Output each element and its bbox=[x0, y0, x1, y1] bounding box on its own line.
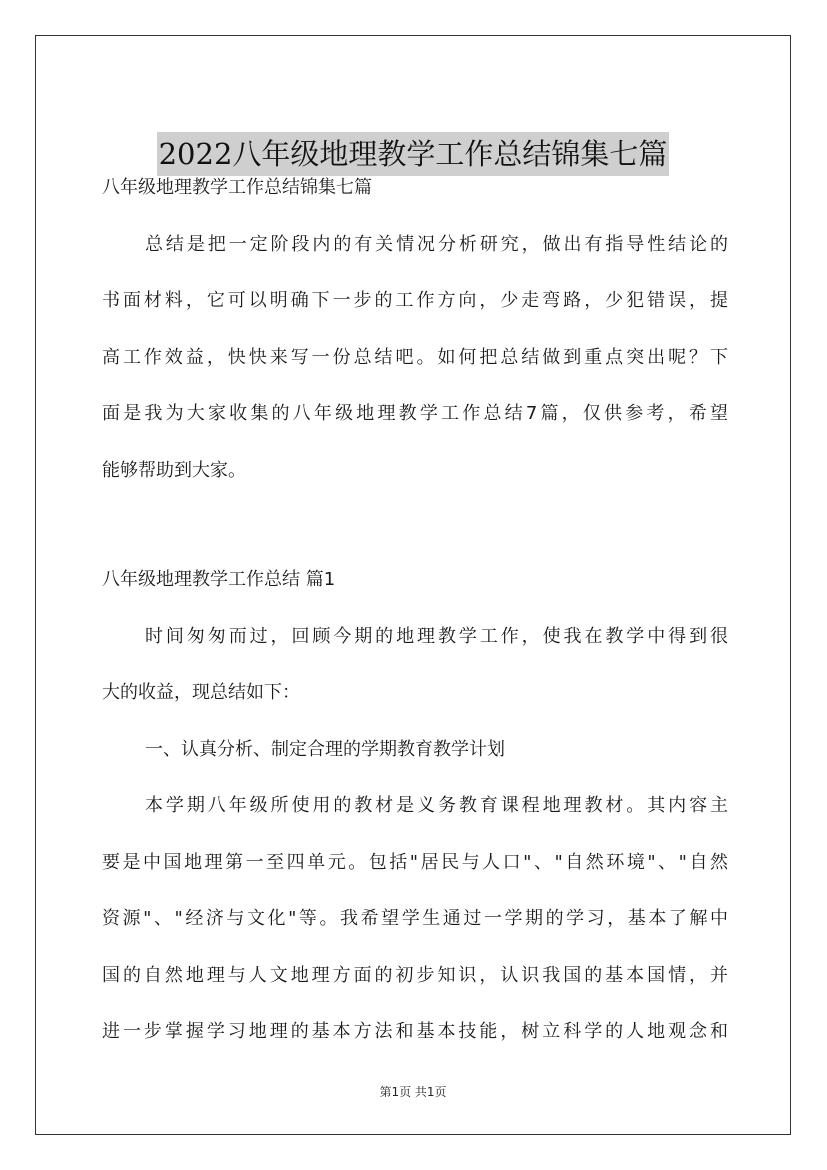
subsection-heading: 一、认真分析、制定合理的学期教育教学计划 bbox=[145, 739, 505, 760]
paragraph-line: 时间匆匆而过，回顾今期的地理教学工作，使我在教学中得到很 bbox=[145, 626, 728, 647]
paragraph-line: 要是中国地理第一至四单元。包括"居民与人口"、"自然环境"、"自然 bbox=[102, 852, 728, 873]
page-footer: 第1页 共1页 bbox=[379, 1085, 447, 1099]
paragraph-line: 总结是把一定阶段内的有关情况分析研究，做出有指导性结论的 bbox=[145, 234, 728, 255]
paragraph-line: 能够帮助到大家。 bbox=[102, 460, 246, 481]
paragraph-line: 高工作效益，快快来写一份总结吧。如何把总结做到重点突出呢？下 bbox=[102, 347, 728, 368]
paragraph-line: 大的收益，现总结如下： bbox=[102, 682, 300, 703]
paragraph-line: 进一步掌握学习地理的基本方法和基本技能，树立科学的人地观念和 bbox=[102, 1021, 728, 1042]
document-page bbox=[35, 35, 791, 1135]
paragraph-line: 书面材料，它可以明确下一步的工作方向，少走弯路，少犯错误，提 bbox=[102, 290, 728, 311]
paragraph-line: 本学期八年级所使用的教材是义务教育课程地理教材。其内容主 bbox=[145, 795, 728, 816]
title-wrapper bbox=[36, 132, 790, 176]
document-title: 2022八年级地理教学工作总结锦集七篇 bbox=[157, 132, 670, 176]
section-heading: 八年级地理教学工作总结 篇1 bbox=[102, 569, 336, 590]
subtitle-line: 八年级地理教学工作总结锦集七篇 bbox=[102, 177, 372, 198]
paragraph-line: 资源"、"经济与文化"等。我希望学生通过一学期的学习，基本了解中 bbox=[102, 908, 728, 929]
paragraph-line: 国的自然地理与人文地理方面的初步知识，认识我国的基本国情，并 bbox=[102, 965, 728, 986]
paragraph-line: 面是我为大家收集的八年级地理教学工作总结7篇，仅供参考，希望 bbox=[102, 403, 728, 424]
